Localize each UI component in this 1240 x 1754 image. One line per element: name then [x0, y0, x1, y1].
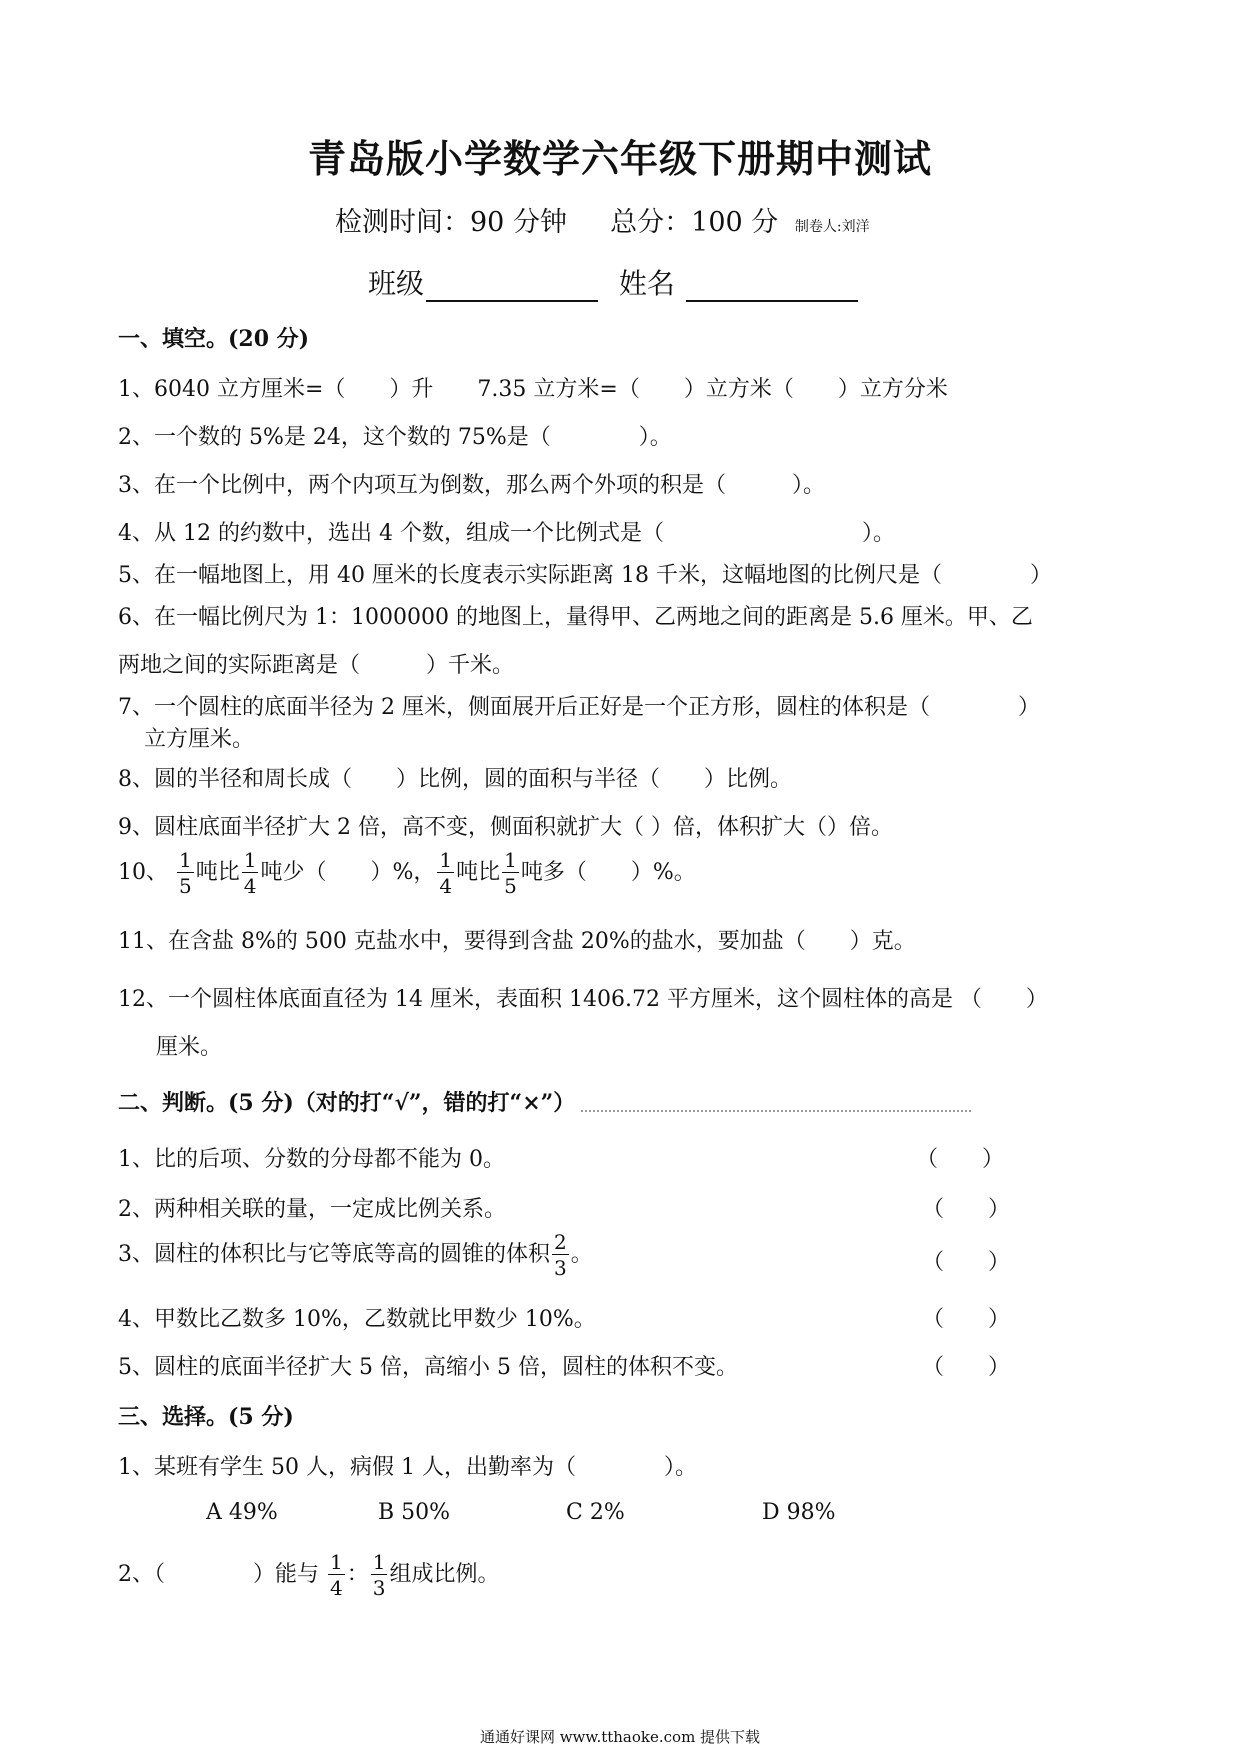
class-blank[interactable] — [426, 272, 598, 302]
section-choice-heading: 三、选择。(5 分) — [118, 1404, 294, 1430]
section-judge-heading — [118, 1086, 971, 1117]
choice-option-b[interactable]: B 50% — [378, 1500, 451, 1525]
exam-info — [335, 200, 870, 239]
question-1-7: 7、一个圆柱的底面半径为 2 厘米，侧面展开后正好是一个正方形，圆柱的体积是（ ） — [118, 695, 1040, 720]
judge-item-5: 5、圆柱的底面半径扩大 5 倍，高缩小 5 倍，圆柱的体积不变。 — [118, 1355, 738, 1380]
question-1-8: 8、圆的半径和周长成（ ）比例，圆的面积与半径（ ）比例。 — [118, 767, 792, 792]
fraction-1-4c: $\frac{1}{4}$ — [330, 1550, 343, 1600]
section-fill-blank-heading: 一、填空。(20 分) — [118, 326, 310, 352]
fraction-1-4: $\frac{1}{4}$ — [243, 848, 257, 898]
q10-text-2: 吨少（ ）%， — [260, 860, 436, 885]
exam-total-score: 总分：100 分 — [610, 207, 779, 238]
fraction-1-3: $\frac{1}{3}$ — [372, 1550, 386, 1600]
question-1-9: 9、圆柱底面半径扩大 2 倍，高不变，侧面积就扩大（ ）倍，体积扩大（）倍。 — [118, 815, 893, 840]
choice-question-2 — [118, 1552, 500, 1598]
student-info — [368, 262, 870, 302]
choice-q2-text-2: 组成比例。 — [389, 1562, 500, 1587]
question-1-7-cont: 立方厘米。 — [144, 727, 255, 752]
question-1-6: 6、在一幅比例尺为 1：1000000 的地图上，量得甲、乙两地之间的距离是 5.6 厘米。甲、乙 — [118, 605, 1033, 630]
judge-item-1: 1、比的后项、分数的分母都不能为 0。 — [118, 1147, 505, 1172]
judge-answer-4[interactable]: （ ） — [922, 1307, 1011, 1332]
exam-maker: 制卷人:刘洋 — [794, 219, 870, 235]
question-1-6-cont: 两地之间的实际距离是（ ）千米。 — [118, 653, 515, 678]
judge-answer-5[interactable]: （ ） — [922, 1355, 1011, 1380]
judge-item-3-end: 。 — [570, 1242, 593, 1267]
question-1-1: 1、6040 立方厘米=（ ）升 7.35 立方米=（ ）立方米（ ）立方分米 — [118, 377, 948, 402]
question-1-11: 11、在含盐 8%的 500 克盐水中，要得到含盐 20%的盐水，要加盐（ ）克。 — [118, 929, 916, 954]
footer-credit: 通通好课网 www.tthaoke.com 提供下载 — [479, 1728, 761, 1746]
name-label: 姓名 — [618, 267, 675, 300]
choice-option-d[interactable]: D 98% — [762, 1500, 836, 1525]
judge-answer-2[interactable]: （ ） — [922, 1197, 1011, 1222]
choice-option-a[interactable]: A 49% — [206, 1500, 278, 1525]
section-judge-title: 二、判断。(5 分)（对的打“√”，错的打“×”） — [118, 1090, 576, 1116]
question-1-3: 3、在一个比例中，两个内项互为倒数，那么两个外项的积是（ ）。 — [118, 473, 825, 498]
class-label: 班级 — [368, 267, 425, 300]
page-title: 青岛版小学数学六年级下册期中测试 — [307, 136, 932, 181]
choice-q2-text-1: 2、（ ）能与 — [118, 1562, 319, 1587]
name-blank[interactable] — [686, 272, 858, 302]
judge-item-4: 4、甲数比乙数多 10%，乙数就比甲数少 10%。 — [118, 1307, 596, 1332]
q10-text-1: 吨比 — [195, 860, 240, 885]
judge-item-3 — [118, 1232, 593, 1278]
fraction-2-3: $\frac{2}{3}$ — [554, 1230, 567, 1280]
q10-text-4: 吨多（ ）%。 — [520, 860, 696, 885]
judge-item-2: 2、两种相关联的量，一定成比例关系。 — [118, 1197, 506, 1222]
question-1-4: 4、从 12 的约数中，选出 4 个数，组成一个比例式是（ ）。 — [118, 521, 895, 546]
choice-question-1: 1、某班有学生 50 人，病假 1 人，出勤率为（ ）。 — [118, 1455, 697, 1480]
question-1-12-cont: 厘米。 — [156, 1035, 223, 1060]
question-1-12: 12、一个圆柱体底面直径为 14 厘米，表面积 1406.72 平方厘米，这个圆柱体的高是 （ ） — [118, 987, 1048, 1012]
question-1-10 — [118, 850, 696, 896]
judge-answer-3[interactable]: （ ） — [922, 1250, 1011, 1275]
ratio-colon: ： — [346, 1562, 369, 1587]
exam-time: 检测时间：90 分钟 — [335, 207, 567, 238]
judge-answer-1[interactable]: （ ） — [916, 1147, 1005, 1172]
choice-option-c[interactable]: C 2% — [566, 1500, 625, 1525]
question-1-5: 5、在一幅地图上，用 40 厘米的长度表示实际距离 18 千米，这幅地图的比例尺是（ ） — [118, 563, 1052, 588]
dotted-leader — [581, 1096, 971, 1112]
fraction-1-5: $\frac{1}{5}$ — [179, 848, 192, 898]
q10-text-3: 吨比 — [456, 860, 501, 885]
question-1-2: 2、一个数的 5%是 24，这个数的 75%是（ ）。 — [118, 425, 672, 450]
fraction-1-5b: $\frac{1}{5}$ — [504, 848, 517, 898]
q10-number: 10、 — [118, 860, 168, 885]
fraction-1-4b: $\frac{1}{4}$ — [439, 848, 453, 898]
judge-item-3-text: 3、圆柱的体积比与它等底等高的圆锥的体积 — [118, 1242, 550, 1267]
